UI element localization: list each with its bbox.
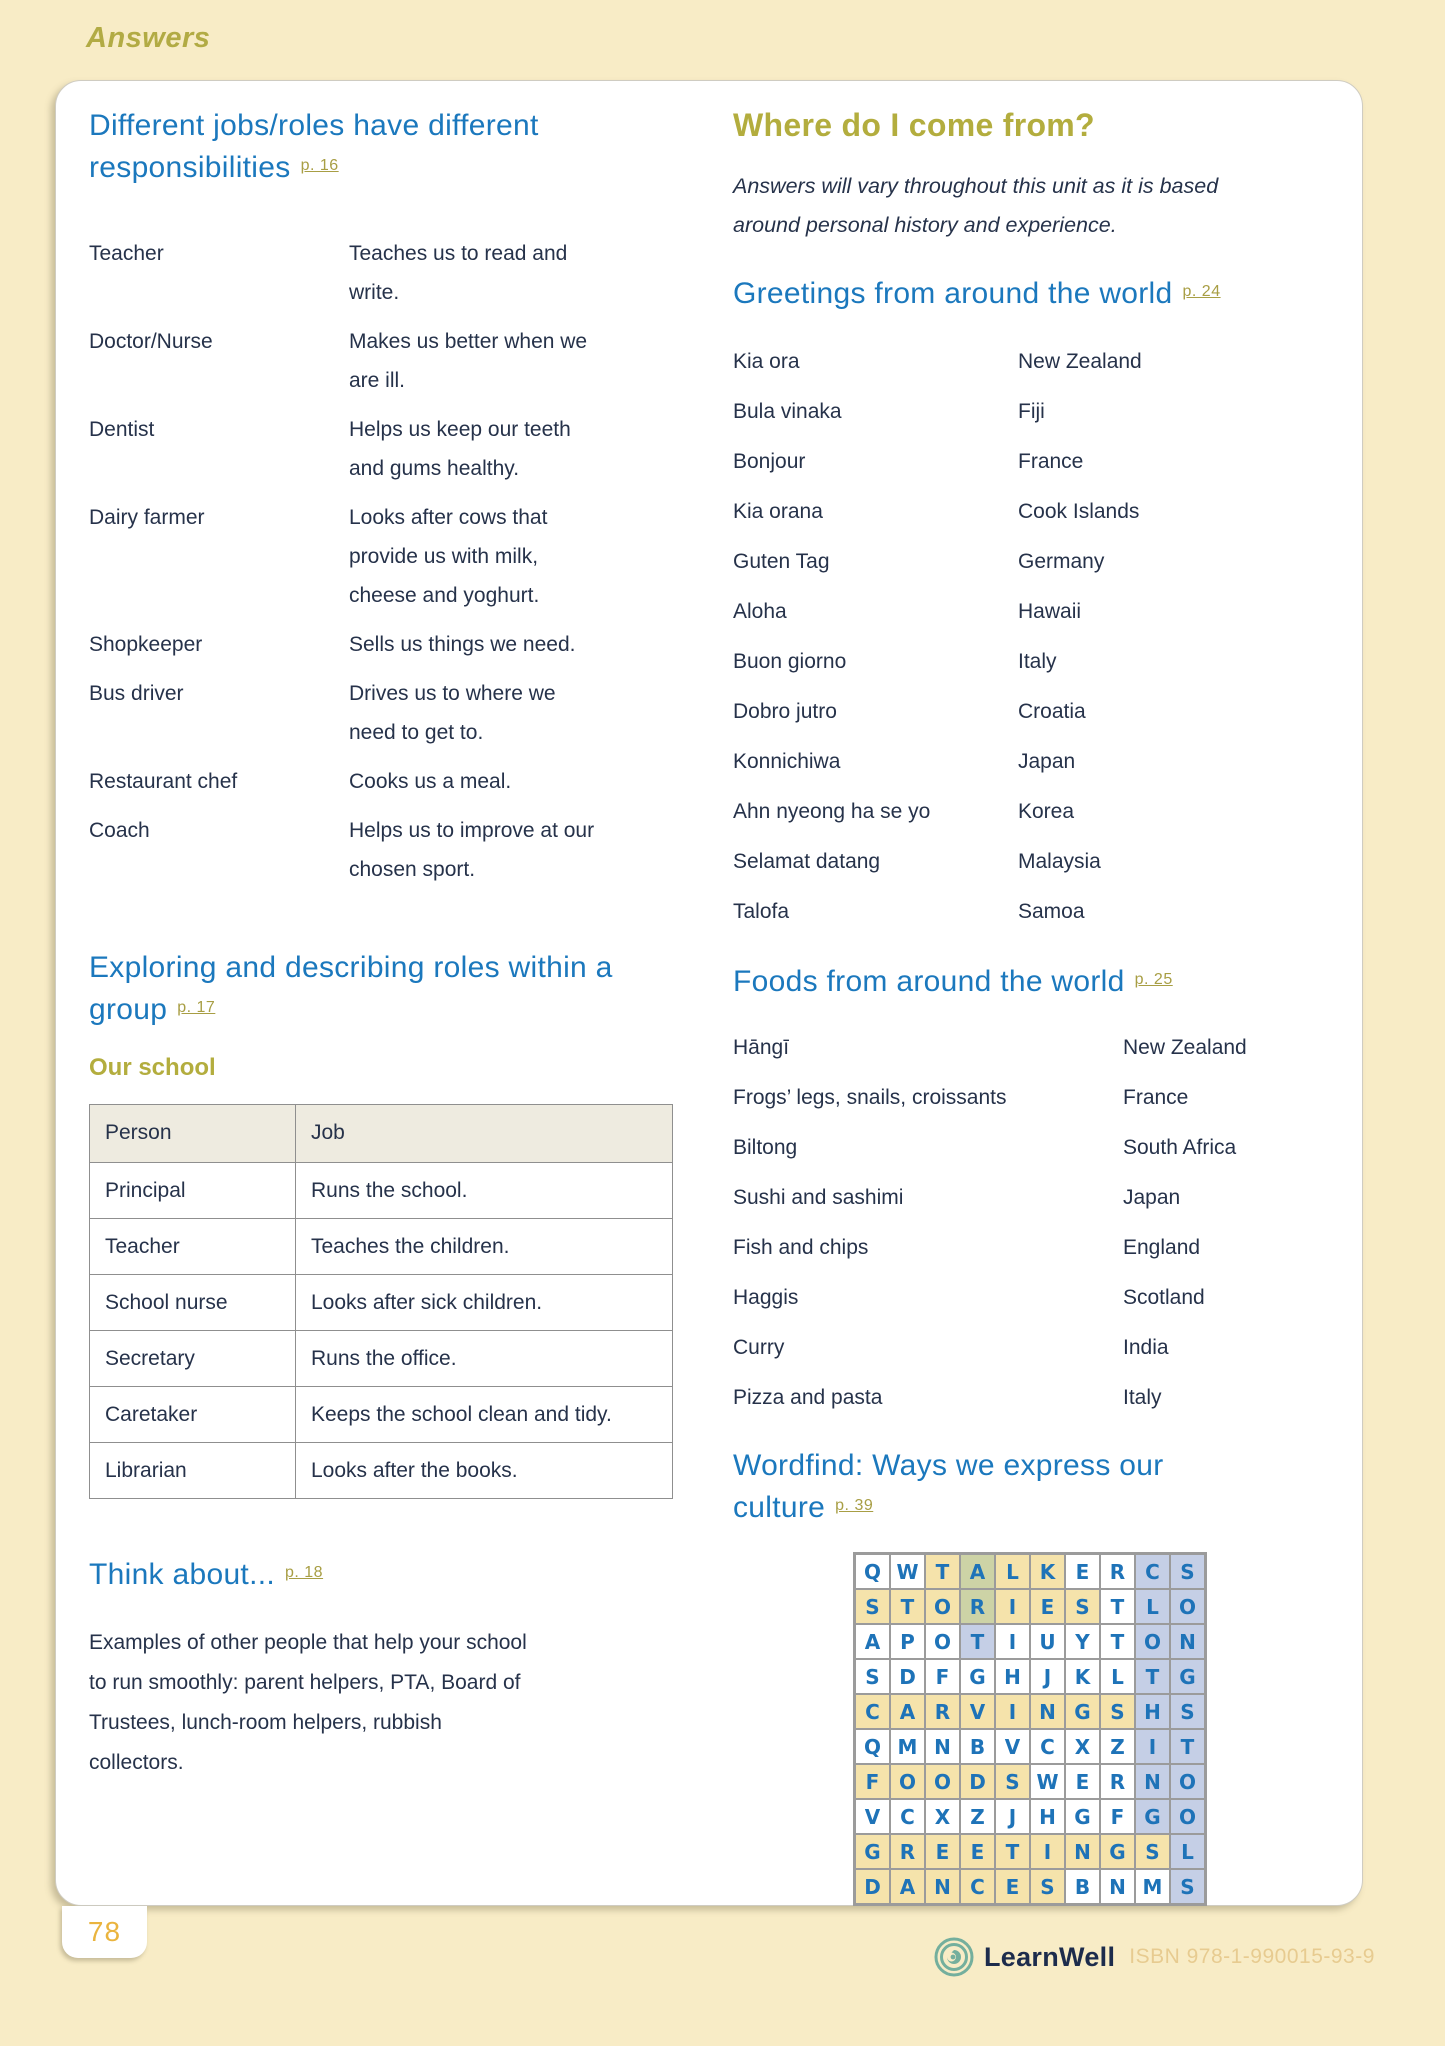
greetings-list [733, 342, 1361, 931]
greeting-row [733, 442, 1361, 481]
school-table-head [90, 1105, 673, 1163]
greeting-row [733, 542, 1361, 581]
wordfind-cell: M [890, 1729, 925, 1764]
food-row [733, 1278, 1361, 1317]
table-cell: Runs the office. [296, 1331, 673, 1387]
wordfind-cell: A [960, 1554, 995, 1589]
wordfind-cell: Y [1065, 1624, 1100, 1659]
wordfind-cell: T [960, 1624, 995, 1659]
section-title-roles-text: Exploring and describing roles within a group [89, 951, 613, 1026]
wordfind-cell: C [960, 1869, 995, 1904]
job-row [89, 234, 691, 312]
table-cell: Principal [90, 1163, 296, 1219]
footer [933, 1936, 1375, 1978]
food-row [733, 1178, 1361, 1217]
wordfind-cell: I [1135, 1729, 1170, 1764]
table-header-cell: Person [90, 1105, 296, 1163]
food-row-term: Curry [733, 1336, 785, 1359]
wordfind-cell: O [925, 1624, 960, 1659]
table-cell: Caretaker [90, 1387, 296, 1443]
food-row-term: Frogs’ legs, snails, croissants [733, 1086, 1007, 1109]
job-row-desc: Helps us to improve at our chosen sport. [349, 819, 595, 881]
job-row-term: Dairy farmer [89, 506, 205, 529]
wordfind-cell: L [995, 1554, 1030, 1589]
wordfind-cell: R [1100, 1554, 1135, 1589]
greeting-row-desc: Malaysia [1018, 850, 1101, 873]
wordfind-cell: S [995, 1764, 1030, 1799]
wordfind-cell: I [1030, 1834, 1065, 1869]
greeting-row [733, 692, 1361, 731]
jobs-definition-list [89, 234, 691, 889]
wordfind-cell: V [960, 1694, 995, 1729]
job-row-term: Teacher [89, 242, 164, 265]
table-row [90, 1443, 673, 1499]
wordfind-cell: G [1065, 1694, 1100, 1729]
wordfind-grid [853, 1552, 1207, 1906]
job-row-desc: Sells us things we need. [349, 633, 576, 656]
wordfind-cell: N [925, 1729, 960, 1764]
wordfind-cell: L [1170, 1834, 1205, 1869]
greeting-row-term: Talofa [733, 900, 790, 923]
greeting-row [733, 492, 1361, 531]
job-row-term: Coach [89, 819, 150, 842]
wordfind-cell: E [1030, 1589, 1065, 1624]
food-row [733, 1028, 1361, 1067]
section-title-foods-text: Foods from around the world [733, 965, 1125, 998]
table-row [90, 1163, 673, 1219]
food-row [733, 1078, 1361, 1117]
food-row-desc: Japan [1123, 1186, 1181, 1209]
foods-list [733, 1028, 1361, 1417]
greeting-row [733, 742, 1361, 781]
wordfind-cell: O [1135, 1624, 1170, 1659]
food-row [733, 1328, 1361, 1367]
wordfind-cell: V [855, 1799, 890, 1834]
job-row-desc: Helps us keep our teeth and gums healthy. [349, 418, 571, 480]
greeting-row-term: Aloha [733, 600, 787, 623]
wordfind-cell: I [995, 1589, 1030, 1624]
wordfind-cell: A [890, 1694, 925, 1729]
job-row [89, 322, 691, 400]
wordfind-cell: Z [960, 1799, 995, 1834]
section-title-roles [89, 947, 654, 1036]
content-card [55, 80, 1363, 1906]
greeting-row-term: Selamat datang [733, 850, 881, 873]
school-roles-table [89, 1104, 673, 1499]
wordfind-cell: T [1100, 1624, 1135, 1659]
job-row-desc: Drives us to where we need to get to. [349, 682, 556, 744]
wordfind-cell: N [1030, 1694, 1065, 1729]
job-row-term: Bus driver [89, 682, 184, 705]
section-title-greetings-text: Greetings from around the world [733, 277, 1173, 310]
table-cell: Librarian [90, 1443, 296, 1499]
greeting-row-desc: New Zealand [1018, 350, 1142, 373]
wordfind-cell: S [1065, 1589, 1100, 1624]
wordfind-cell: A [855, 1624, 890, 1659]
page-ref-link[interactable]: p. 18 [284, 1564, 324, 1581]
wordfind-cell: T [1100, 1589, 1135, 1624]
wordfind-cell: G [1065, 1799, 1100, 1834]
greeting-row [733, 392, 1361, 431]
table-cell: Runs the school. [296, 1163, 673, 1219]
food-row-term: Pizza and pasta [733, 1386, 883, 1409]
wordfind-cell: F [855, 1764, 890, 1799]
food-row-term: Sushi and sashimi [733, 1186, 904, 1209]
think-about-paragraph: Examples of other people that help your school to run smoothly: parent helpers, PTA, Board of Trustees, lunch-room helpers, rubbish collectors. [89, 1631, 527, 1774]
section-title-wordfind [733, 1445, 1258, 1534]
wordfind-cell: Q [855, 1729, 890, 1764]
table-row [90, 1275, 673, 1331]
wordfind-cell: S [1170, 1554, 1205, 1589]
greeting-row [733, 792, 1361, 831]
wordfind-cell: C [1030, 1729, 1065, 1764]
wordfind-cell: S [1135, 1834, 1170, 1869]
wordfind-cell: H [1030, 1799, 1065, 1834]
wordfind-cell: T [925, 1554, 960, 1589]
section-title-think-text: Think about... [89, 1558, 275, 1591]
wordfind-cell: O [925, 1764, 960, 1799]
job-row-term: Doctor/Nurse [89, 330, 213, 353]
table-header-cell: Job [296, 1105, 673, 1163]
job-row-term: Dentist [89, 418, 155, 441]
food-row-desc: India [1123, 1336, 1169, 1359]
greeting-row-term: Kia orana [733, 500, 823, 523]
wordfind-cell: T [890, 1589, 925, 1624]
wordfind-cell: W [890, 1554, 925, 1589]
greeting-row-term: Bula vinaka [733, 400, 842, 423]
page-number-tab [62, 1906, 147, 1958]
table-cell: Teacher [90, 1219, 296, 1275]
food-row [733, 1128, 1361, 1167]
food-row-term: Hāngī [733, 1036, 790, 1059]
table-cell: School nurse [90, 1275, 296, 1331]
learnwell-koru-logo-icon [933, 1936, 975, 1978]
unit-intro-note: Answers will vary throughout this unit as it is based around personal history and experience. [733, 174, 1219, 237]
wordfind-cell: T [995, 1834, 1030, 1869]
wordfind-cell: H [995, 1659, 1030, 1694]
greeting-row-desc: Samoa [1018, 900, 1085, 923]
wordfind-cell: K [1065, 1659, 1100, 1694]
page-ref-link[interactable]: p. 17 [177, 999, 216, 1016]
wordfind-cell: X [925, 1799, 960, 1834]
table-cell: Secretary [90, 1331, 296, 1387]
table-row [90, 1219, 673, 1275]
job-row [89, 498, 691, 615]
greeting-row [733, 892, 1361, 931]
job-row [89, 625, 691, 664]
greeting-row-term: Konnichiwa [733, 750, 841, 773]
greeting-row-term: Dobro jutro [733, 700, 837, 723]
food-row-desc: France [1123, 1086, 1189, 1109]
wordfind-cell: V [995, 1729, 1030, 1764]
wordfind-cell: R [925, 1694, 960, 1729]
job-row-desc: Cooks us a meal. [349, 770, 512, 793]
wordfind-cell: E [1065, 1554, 1100, 1589]
page-ref-link[interactable]: p. 39 [835, 1497, 874, 1514]
greeting-row [733, 842, 1361, 881]
greeting-row [733, 642, 1361, 681]
food-row-desc: New Zealand [1123, 1036, 1247, 1059]
table-row [90, 1387, 673, 1443]
wordfind-cell: N [1135, 1764, 1170, 1799]
job-row [89, 762, 691, 801]
job-row-desc: Makes us better when we are ill. [349, 330, 588, 392]
job-row-desc: Teaches us to read and write. [349, 242, 568, 304]
wordfind-cell: C [1135, 1554, 1170, 1589]
wordfind-cell: G [960, 1659, 995, 1694]
wordfind-cell: T [1170, 1729, 1205, 1764]
greeting-row-desc: Japan [1018, 750, 1076, 773]
section-title-greetings [733, 273, 1361, 320]
wordfind-cell: E [960, 1834, 995, 1869]
wordfind-cell: L [1135, 1589, 1170, 1624]
wordfind-cell: E [1065, 1764, 1100, 1799]
food-row-term: Haggis [733, 1286, 799, 1309]
wordfind-cell: G [1170, 1659, 1205, 1694]
greeting-row-term: Bonjour [733, 450, 806, 473]
job-row [89, 410, 691, 488]
food-row [733, 1228, 1361, 1267]
wordfind-cell: F [1100, 1799, 1135, 1834]
wordfind-cell: P [890, 1624, 925, 1659]
greeting-row-desc: Hawaii [1018, 600, 1082, 623]
section-title-wordfind-text: Wordfind: Ways we express our culture [733, 1449, 1164, 1524]
food-row-desc: Italy [1123, 1386, 1162, 1409]
wordfind-cell: Z [1100, 1729, 1135, 1764]
food-row [733, 1378, 1361, 1417]
wordfind-cell: O [890, 1764, 925, 1799]
greeting-row-desc: Croatia [1018, 700, 1086, 723]
wordfind-cell: T [1135, 1659, 1170, 1694]
right-column [733, 105, 1361, 1906]
food-row-desc: South Africa [1123, 1136, 1237, 1159]
wordfind-cell: Q [855, 1554, 890, 1589]
page-ref-link[interactable]: p. 16 [300, 157, 339, 174]
job-row-desc: Looks after cows that provide us with milk, cheese and yoghurt. [349, 506, 548, 607]
wordfind-cell: R [1100, 1764, 1135, 1799]
wordfind-cell: A [890, 1869, 925, 1904]
wordfind-cell: O [1170, 1799, 1205, 1834]
wordfind-cell: S [855, 1659, 890, 1694]
wordfind-cell: N [1065, 1834, 1100, 1869]
subheading-our-school: Our school [89, 1054, 216, 1081]
wordfind-cell: E [925, 1834, 960, 1869]
wordfind-cell: O [1170, 1589, 1205, 1624]
wordfind-cell: H [1135, 1694, 1170, 1729]
wordfind-cell: I [995, 1624, 1030, 1659]
table-cell: Teaches the children. [296, 1219, 673, 1275]
left-column [89, 105, 691, 1783]
wordfind-cell: U [1030, 1624, 1065, 1659]
wordfind-cell: S [1100, 1694, 1135, 1729]
wordfind-cell: N [925, 1869, 960, 1904]
greeting-row-desc: Korea [1018, 800, 1075, 823]
wordfind-cell: M [1135, 1869, 1170, 1904]
wordfind-cell: S [1170, 1694, 1205, 1729]
page-ref-link[interactable]: p. 25 [1134, 971, 1173, 988]
wordfind-cell: R [960, 1589, 995, 1624]
food-row-term: Biltong [733, 1136, 798, 1159]
table-row [90, 1331, 673, 1387]
wordfind-cell: X [1065, 1729, 1100, 1764]
section-title-think [89, 1554, 691, 1601]
wordfind-cell: G [855, 1834, 890, 1869]
school-table-body [90, 1163, 673, 1499]
wordfind-cell: K [1030, 1554, 1065, 1589]
greeting-row-desc: France [1018, 450, 1084, 473]
wordfind-cell: G [1100, 1834, 1135, 1869]
wordfind-cell: J [995, 1799, 1030, 1834]
wordfind-cell: I [995, 1694, 1030, 1729]
food-row-desc: Scotland [1123, 1286, 1205, 1309]
isbn-text: ISBN 978-1-990015-93-9 [1129, 1945, 1375, 1968]
job-row-term: Restaurant chef [89, 770, 238, 793]
greeting-row [733, 592, 1361, 631]
greeting-row-desc: Germany [1018, 550, 1105, 573]
unit-title: Where do I come from? [733, 107, 1095, 143]
section-title-foods [733, 961, 1361, 1008]
job-row-term: Shopkeeper [89, 633, 203, 656]
food-row-term: Fish and chips [733, 1236, 869, 1259]
wordfind-cell: D [890, 1659, 925, 1694]
table-cell: Keeps the school clean and tidy. [296, 1387, 673, 1443]
table-cell: Looks after the books. [296, 1443, 673, 1499]
wordfind-cell: G [1135, 1799, 1170, 1834]
wordfind-cell: S [1170, 1869, 1205, 1904]
wordfind-cell: J [1030, 1659, 1065, 1694]
table-cell: Looks after sick children. [296, 1275, 673, 1331]
wordfind-cell: B [1065, 1869, 1100, 1904]
wordfind-cell: L [1100, 1659, 1135, 1694]
greeting-row-term: Ahn nyeong ha se yo [733, 800, 931, 823]
wordfind-cell: D [960, 1764, 995, 1799]
wordfind-cell: W [1030, 1764, 1065, 1799]
page-header-answers: Answers [86, 22, 211, 54]
greeting-row-term: Guten Tag [733, 550, 830, 573]
greeting-row-desc: Cook Islands [1018, 500, 1140, 523]
greeting-row-desc: Italy [1018, 650, 1057, 673]
wordfind-cell: C [855, 1694, 890, 1729]
wordfind-cell: D [855, 1869, 890, 1904]
wordfind-cell: O [1170, 1764, 1205, 1799]
section-title-jobs-text: Different jobs/roles have different responsibilities [89, 109, 539, 184]
wordfind-cell: N [1170, 1624, 1205, 1659]
greeting-row [733, 342, 1361, 381]
wordfind-cell: S [1030, 1869, 1065, 1904]
greeting-row-term: Buon giorno [733, 650, 847, 673]
job-row [89, 811, 691, 889]
job-row [89, 674, 691, 752]
wordfind-cell: N [1100, 1869, 1135, 1904]
page-number: 78 [87, 1916, 122, 1947]
wordfind-cell: B [960, 1729, 995, 1764]
wordfind-cell: C [890, 1799, 925, 1834]
section-title-jobs [89, 105, 691, 194]
brand-name: LearnWell [984, 1941, 1116, 1972]
food-row-desc: England [1123, 1236, 1201, 1259]
table-header-row [90, 1105, 673, 1163]
greeting-row-desc: Fiji [1018, 400, 1045, 423]
wordfind-cell: R [890, 1834, 925, 1869]
wordfind-cell: O [925, 1589, 960, 1624]
wordfind-cell: F [925, 1659, 960, 1694]
page-ref-link[interactable]: p. 24 [1182, 283, 1221, 300]
wordfind-cell: E [995, 1869, 1030, 1904]
wordfind-cell: S [855, 1589, 890, 1624]
greeting-row-term: Kia ora [733, 350, 800, 373]
